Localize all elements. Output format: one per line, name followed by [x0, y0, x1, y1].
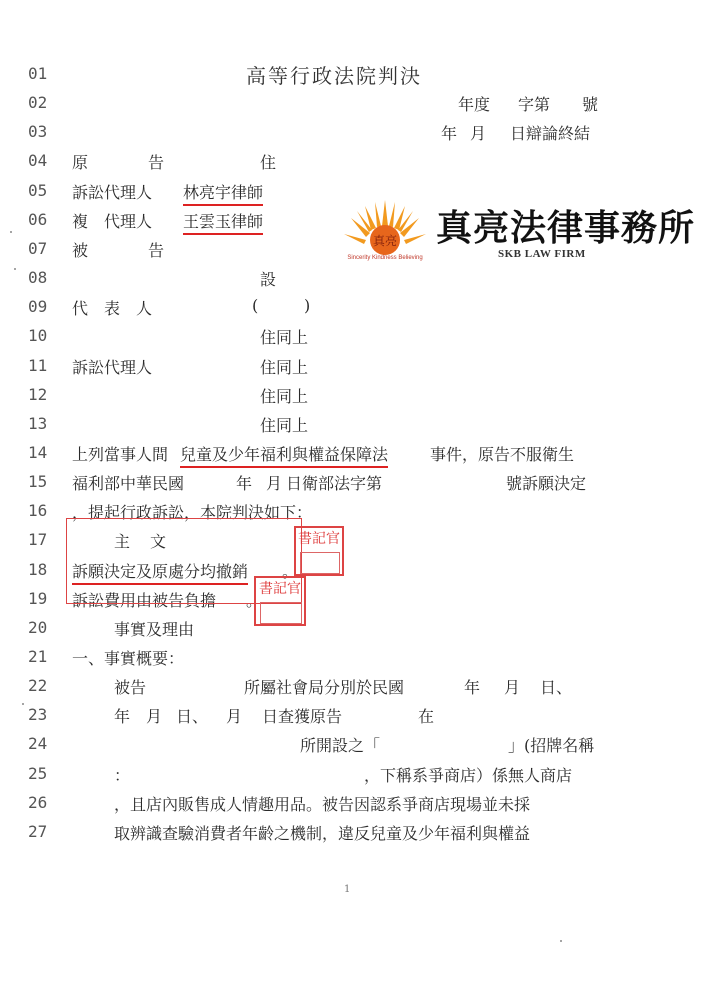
line-text: 事件，原告不服衛生 — [430, 444, 575, 464]
line-26 — [0, 789, 707, 819]
line-text: 號訴願決定 — [506, 474, 587, 494]
line-text: ，且店內販售成人情趣用品。被告因認系爭商店現場並未採 — [114, 794, 531, 814]
line-number: 18 — [28, 559, 48, 579]
line-text: 住同上 — [260, 357, 309, 377]
line-number: 09 — [28, 297, 48, 317]
line-text: 住同上 — [260, 328, 309, 348]
line-15 — [0, 468, 707, 498]
line-23 — [0, 701, 707, 731]
line-number: 03 — [28, 122, 48, 142]
line-number: 20 — [28, 617, 48, 637]
line-text: 所開設之「 — [300, 736, 381, 756]
line-01 — [0, 60, 707, 90]
line-number: 26 — [28, 792, 48, 812]
line-text: 年 — [114, 707, 131, 727]
law-firm-name: 真亮法律事務所 — [436, 207, 696, 249]
line-number: 16 — [28, 501, 48, 521]
clerk-stamp-1-label: 書記官 — [298, 531, 340, 547]
clerk-stamp-2-label: 書記官 — [259, 581, 301, 597]
logo-ring-text: Sincerity Kindness Believing — [347, 255, 423, 261]
line-10 — [0, 322, 707, 352]
clerk-stamp-1 — [294, 526, 344, 576]
line-text: 取辨識查驗消費者年齡之機制，違反兒童及少年福利與權益 — [114, 823, 531, 843]
line-text: ： — [114, 765, 131, 785]
line-text: 訴訟代理人 — [72, 182, 153, 202]
scan-speck — [14, 268, 16, 270]
line-number: 19 — [28, 588, 48, 608]
line-04 — [0, 147, 707, 177]
underlined-text: 王雲玉律師 — [183, 209, 263, 235]
line-text: 年 — [236, 474, 253, 494]
line-number: 08 — [28, 268, 48, 288]
line-text: 在 — [418, 707, 435, 727]
line-number: 01 — [28, 64, 48, 83]
line-number: 02 — [28, 93, 48, 113]
line-number: 05 — [28, 180, 48, 200]
clerk-stamp-1-inner — [300, 552, 340, 574]
line-text: 日辯論終結 — [510, 124, 591, 144]
clerk-stamp-2 — [254, 576, 306, 626]
line-number: 24 — [28, 734, 48, 754]
line-21 — [0, 643, 707, 673]
page-number: 1 — [344, 884, 351, 895]
line-text: ，提起行政訴訟，本院判決如下： — [72, 503, 313, 523]
line-20 — [0, 614, 707, 644]
law-firm-logo-icon — [340, 196, 430, 262]
line-number: 12 — [28, 384, 48, 404]
line-text: 訴訟代理人 — [72, 357, 153, 377]
line-text: 號 — [582, 95, 599, 115]
line-text: 被告 — [114, 678, 147, 698]
line-number: 13 — [28, 413, 48, 433]
line-13 — [0, 410, 707, 440]
line-03 — [0, 118, 707, 148]
line-22 — [0, 672, 707, 702]
line-number: 06 — [28, 209, 48, 229]
line-text: ，下稱系爭商店）係無人商店 — [364, 765, 573, 785]
line-number: 10 — [28, 326, 48, 346]
line-text: 被 — [72, 240, 89, 260]
line-text: 年 — [441, 124, 458, 144]
law-firm-subtitle: SKB LAW FIRM — [498, 248, 586, 260]
line-text: 日、 — [540, 678, 573, 698]
clerk-stamp-2-inner — [260, 602, 302, 624]
line-text: 年度 — [458, 95, 491, 115]
line-number: 17 — [28, 530, 48, 550]
line-12 — [0, 381, 707, 411]
line-number: 21 — [28, 647, 48, 666]
line-text: 一、事實概要： — [72, 649, 185, 668]
line-text: 住同上 — [260, 415, 309, 435]
line-text: 住同上 — [260, 386, 309, 406]
line-11 — [0, 352, 707, 382]
underlined-text: 兒童及少年福利與權益保障法 — [180, 442, 388, 468]
underlined-text: 訴願決定及原處分均撤銷 — [72, 559, 248, 585]
line-27 — [0, 818, 707, 848]
line-number: 25 — [28, 763, 48, 783]
document-title: 高等行政法院判決 — [246, 64, 422, 88]
line-text: 複 代理人 — [72, 211, 153, 231]
line-text: 月 — [504, 678, 521, 698]
line-number: 14 — [28, 442, 48, 462]
underlined-text: 林亮宇律師 — [183, 180, 263, 206]
line-text: 文 — [150, 532, 167, 552]
line-text: 代 表 人 — [72, 299, 153, 319]
line-14 — [0, 439, 707, 469]
line-text: 福利部中華民國 — [72, 474, 185, 494]
line-text: 訴訟費用由被告負擔 — [72, 590, 217, 610]
line-text: 月 — [266, 474, 283, 494]
line-text: 年 — [464, 678, 481, 698]
line-number: 23 — [28, 705, 48, 725]
line-number: 04 — [28, 151, 48, 171]
line-text: 所屬社會局分別於民國 — [244, 678, 405, 698]
line-text: 日查獲原告 — [262, 707, 343, 727]
line-text: 設 — [260, 270, 277, 290]
line-24 — [0, 730, 707, 760]
line-number: 15 — [28, 472, 48, 492]
line-text: 告 — [148, 153, 165, 173]
line-25 — [0, 760, 707, 790]
line-02 — [0, 89, 707, 119]
line-number: 22 — [28, 676, 48, 696]
line-text: 事實及理由 — [114, 619, 195, 639]
line-text: 日衛部法字第 — [286, 474, 383, 494]
line-text: 。 — [246, 590, 263, 610]
line-text: 月 — [226, 707, 243, 727]
line-text: ) — [304, 296, 311, 316]
line-number: 07 — [28, 238, 48, 258]
line-text: 主 — [114, 532, 131, 552]
scan-speck — [10, 231, 12, 233]
line-text: 月 — [470, 124, 487, 144]
logo-seal-text: 真亮 — [372, 234, 398, 248]
line-text: 上列當事人間 — [72, 444, 169, 464]
line-text: 」(招牌名稱 — [508, 736, 595, 756]
line-text: 月 — [146, 707, 163, 727]
line-09 — [0, 293, 707, 323]
line-text: 告 — [148, 240, 165, 260]
line-08 — [0, 264, 707, 294]
scan-speck — [560, 940, 562, 942]
line-text: 日、 — [176, 707, 209, 727]
line-number: 27 — [28, 821, 48, 841]
line-text: ( — [252, 296, 259, 316]
line-text: 字第 — [518, 95, 551, 115]
line-text: 原 — [72, 153, 89, 173]
line-text: 住 — [260, 153, 277, 173]
scan-speck — [22, 703, 24, 705]
line-number: 11 — [28, 355, 48, 375]
line-text: 。 — [282, 561, 299, 581]
